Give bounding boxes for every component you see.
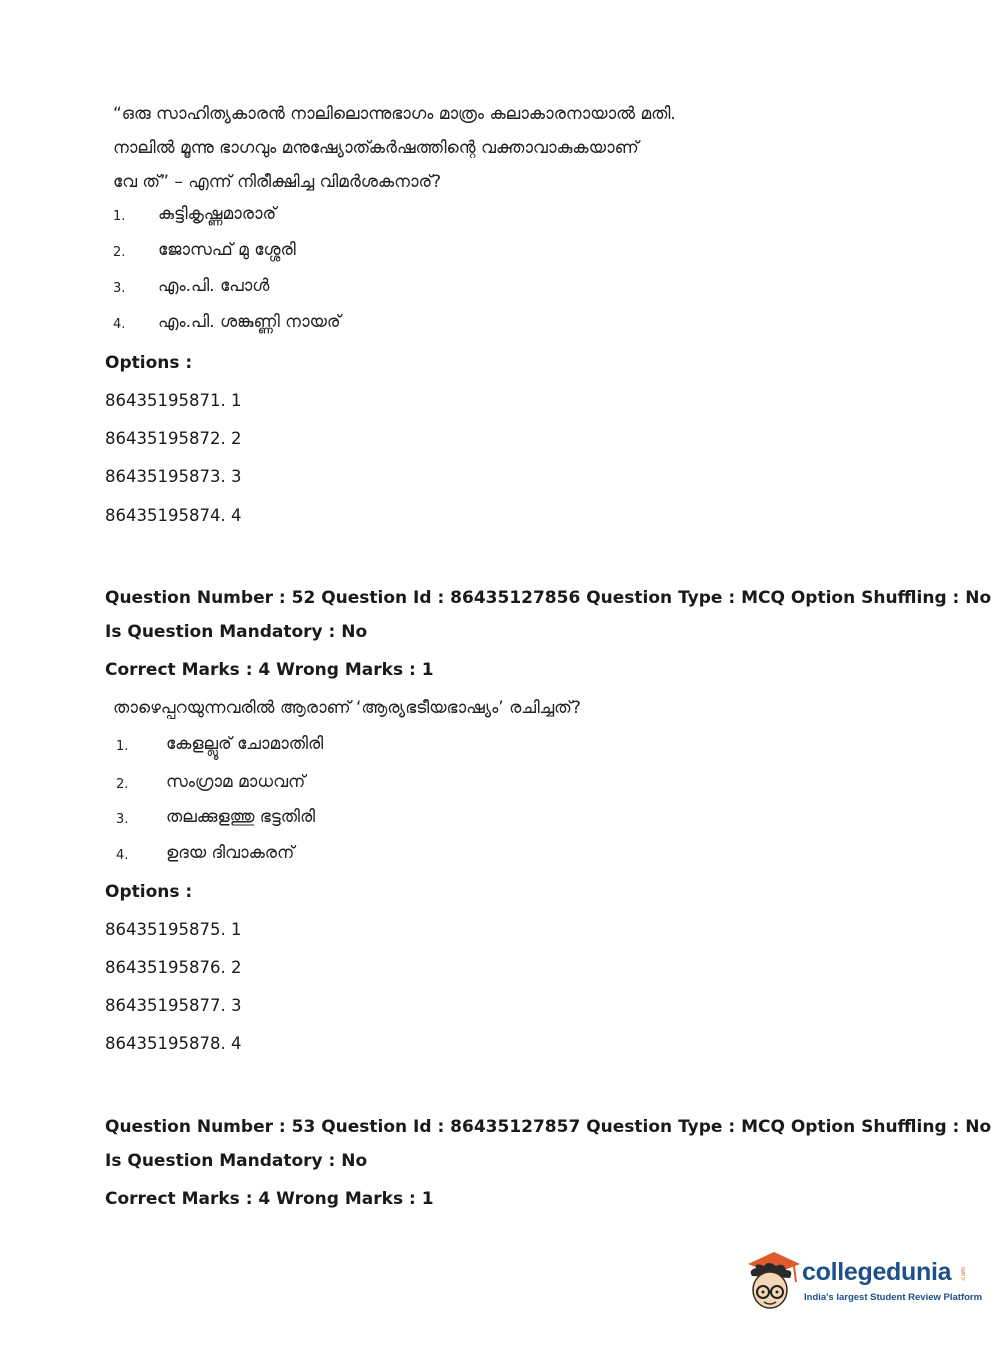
q51-choice-1-number: 1. (113, 209, 126, 224)
q52-choice-4-number: 4. (116, 848, 129, 863)
q52-choice-4-text: ഉദയ ദിവാകരന് (166, 843, 295, 863)
q52-choice-2-number: 2. (116, 777, 129, 792)
q52-choice-3-text: തലക്കുളത്തു ഭട്ടതിരി (166, 807, 316, 827)
q52-choice-2-text: സംഗ്രാമ മാധവന് (166, 772, 306, 792)
q51-choice-4-text: എം.പി. ശങ്കുണ്ണി നായര് (158, 312, 341, 332)
q51-options-label: Options : (105, 353, 193, 373)
q52-header: Question Number : 52 Question Id : 86435127856 Question Type : MCQ Option Shuffling : No (105, 588, 992, 608)
q51-choice-2-number: 2. (113, 245, 126, 260)
q52-choice-1-number: 1. (116, 739, 129, 754)
q51-choice-1-text: കുട്ടികൃഷ്ണമാരാര് (158, 204, 277, 224)
q51-option-1: 86435195871. 1 (105, 391, 242, 410)
q52-marks: Correct Marks : 4 Wrong Marks : 1 (105, 660, 434, 680)
logo-suffix: .com (960, 1267, 967, 1282)
q51-option-3: 86435195873. 3 (105, 467, 242, 486)
q51-text-line-2: നാലിൽ മൂന്നു ഭാഗവും മനുഷ്യോത്കർഷത്തിന്റെ വക്താവാകുകയാണ് (113, 138, 639, 158)
logo-tagline: India's largest Student Review Platform (804, 1292, 983, 1303)
q53-mandatory: Is Question Mandatory : No (105, 1151, 368, 1171)
q52-option-1: 86435195875. 1 (105, 920, 242, 939)
q51-option-4: 86435195874. 4 (105, 506, 242, 525)
q53-header: Question Number : 53 Question Id : 86435127857 Question Type : MCQ Option Shuffling : No (105, 1117, 992, 1137)
q51-choice-3-text: എം.പി. പോൾ (158, 276, 270, 296)
q51-option-2: 86435195872. 2 (105, 429, 242, 448)
q51-text-line-3: വേ ത്” – എന്ന് നിരീക്ഷിച്ച വിമർശകനാര്? (113, 172, 442, 192)
q52-options-label: Options : (105, 882, 193, 902)
q51-choice-2-text: ജോസഫ് മു ശ്ശേരി (158, 240, 296, 260)
q52-text: താഴെപ്പറയുന്നവരിൽ ആരാണ് ‘ആര്യഭടീയഭാഷ്യം’ രചിച്ചത്? (113, 698, 581, 718)
q52-option-4: 86435195878. 4 (105, 1034, 242, 1053)
q52-choice-1-text: കേളല്ലൂര് ചോമാതിരി (166, 734, 324, 754)
q51-choice-3-number: 3. (113, 281, 126, 296)
q51-choice-4-number: 4. (113, 317, 126, 332)
q52-mandatory: Is Question Mandatory : No (105, 622, 368, 642)
q52-option-3: 86435195877. 3 (105, 996, 242, 1015)
collegedunia-logo[interactable] (742, 1250, 983, 1320)
q53-marks: Correct Marks : 4 Wrong Marks : 1 (105, 1189, 434, 1209)
student-mascot-icon (742, 1250, 804, 1316)
logo-name: collegedunia (802, 1258, 952, 1286)
q52-option-2: 86435195876. 2 (105, 958, 242, 977)
q51-text-line-1: “ഒരു സാഹിത്യകാരൻ നാലിലൊന്നുഭാഗം മാത്രം കലാകാരനായാൽ മതി. (113, 104, 676, 124)
q52-choice-3-number: 3. (116, 812, 129, 827)
